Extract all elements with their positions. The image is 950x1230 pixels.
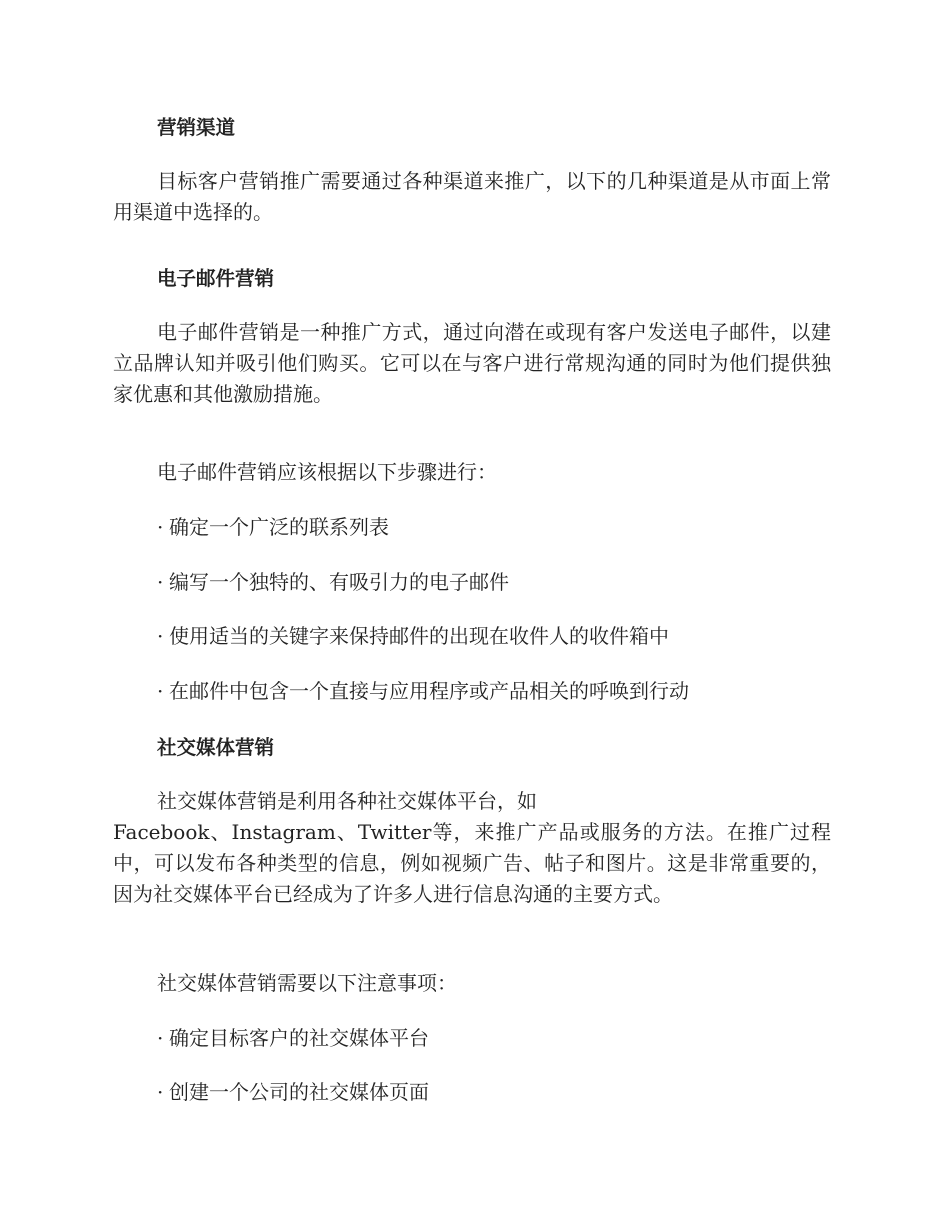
- bullet-mark: ·: [157, 1080, 164, 1104]
- paragraph-email-marketing: 电子邮件营销是一种推广方式，通过向潜在或现有客户发送电子邮件，以建立品牌认知并吸引他们购买。它可以在与客户进行常规沟通的同时为他们提供独家优惠和其他激励措施。: [113, 320, 831, 406]
- paragraph-social-media-notes-intro: 社交媒体营销需要以下注意事项：: [157, 971, 457, 995]
- list-item-text: 创建一个公司的社交媒体页面: [169, 1080, 429, 1104]
- bullet-mark: ·: [157, 679, 164, 703]
- list-item: [113, 1023, 831, 1054]
- list-item-text: 使用适当的关键字来保持邮件的出现在收件人的收件箱中: [169, 624, 669, 648]
- list-item-text: 确定目标客户的社交媒体平台: [169, 1026, 429, 1050]
- paragraph-line: 社交媒体营销是利用各种社交媒体平台，如: [157, 789, 537, 813]
- paragraph-marketing-channels: 目标客户营销推广需要通过各种渠道来推广，以下的几种渠道是从市面上常用渠道中选择的。: [113, 169, 831, 224]
- list-item: [113, 621, 831, 652]
- list-item: [113, 1077, 831, 1108]
- list-item: [113, 567, 831, 598]
- section-heading-social-media-marketing: 社交媒体营销: [157, 736, 275, 759]
- section-heading-marketing-channels: 营销渠道: [157, 116, 236, 139]
- list-item-text: 确定一个广泛的联系列表: [169, 515, 389, 539]
- list-item-text: 在邮件中包含一个直接与应用程序或产品相关的呼唤到行动: [169, 679, 689, 703]
- bullet-mark: ·: [157, 570, 164, 594]
- bullet-mark: ·: [157, 1026, 164, 1050]
- bullet-mark: ·: [157, 624, 164, 648]
- paragraph-email-steps-intro: 电子邮件营销应该根据以下步骤进行：: [157, 460, 497, 484]
- list-item: [113, 512, 831, 543]
- list-item: [113, 676, 831, 707]
- section-heading-email-marketing: 电子邮件营销: [157, 267, 275, 290]
- paragraph-line: Facebook、Instagram、Twitter等，来推广产品或服务的方法。在推广过程中，可以发布各种类型的信息，例如视频广告、帖子和图片。这是非常重要的，因为社交媒体平台已经成为了许多人进行信息沟通的主要方式。: [113, 820, 831, 906]
- list-item-text: 编写一个独特的、有吸引力的电子邮件: [169, 570, 509, 594]
- paragraph-social-media-marketing: [113, 786, 831, 910]
- bullet-mark: ·: [157, 515, 164, 539]
